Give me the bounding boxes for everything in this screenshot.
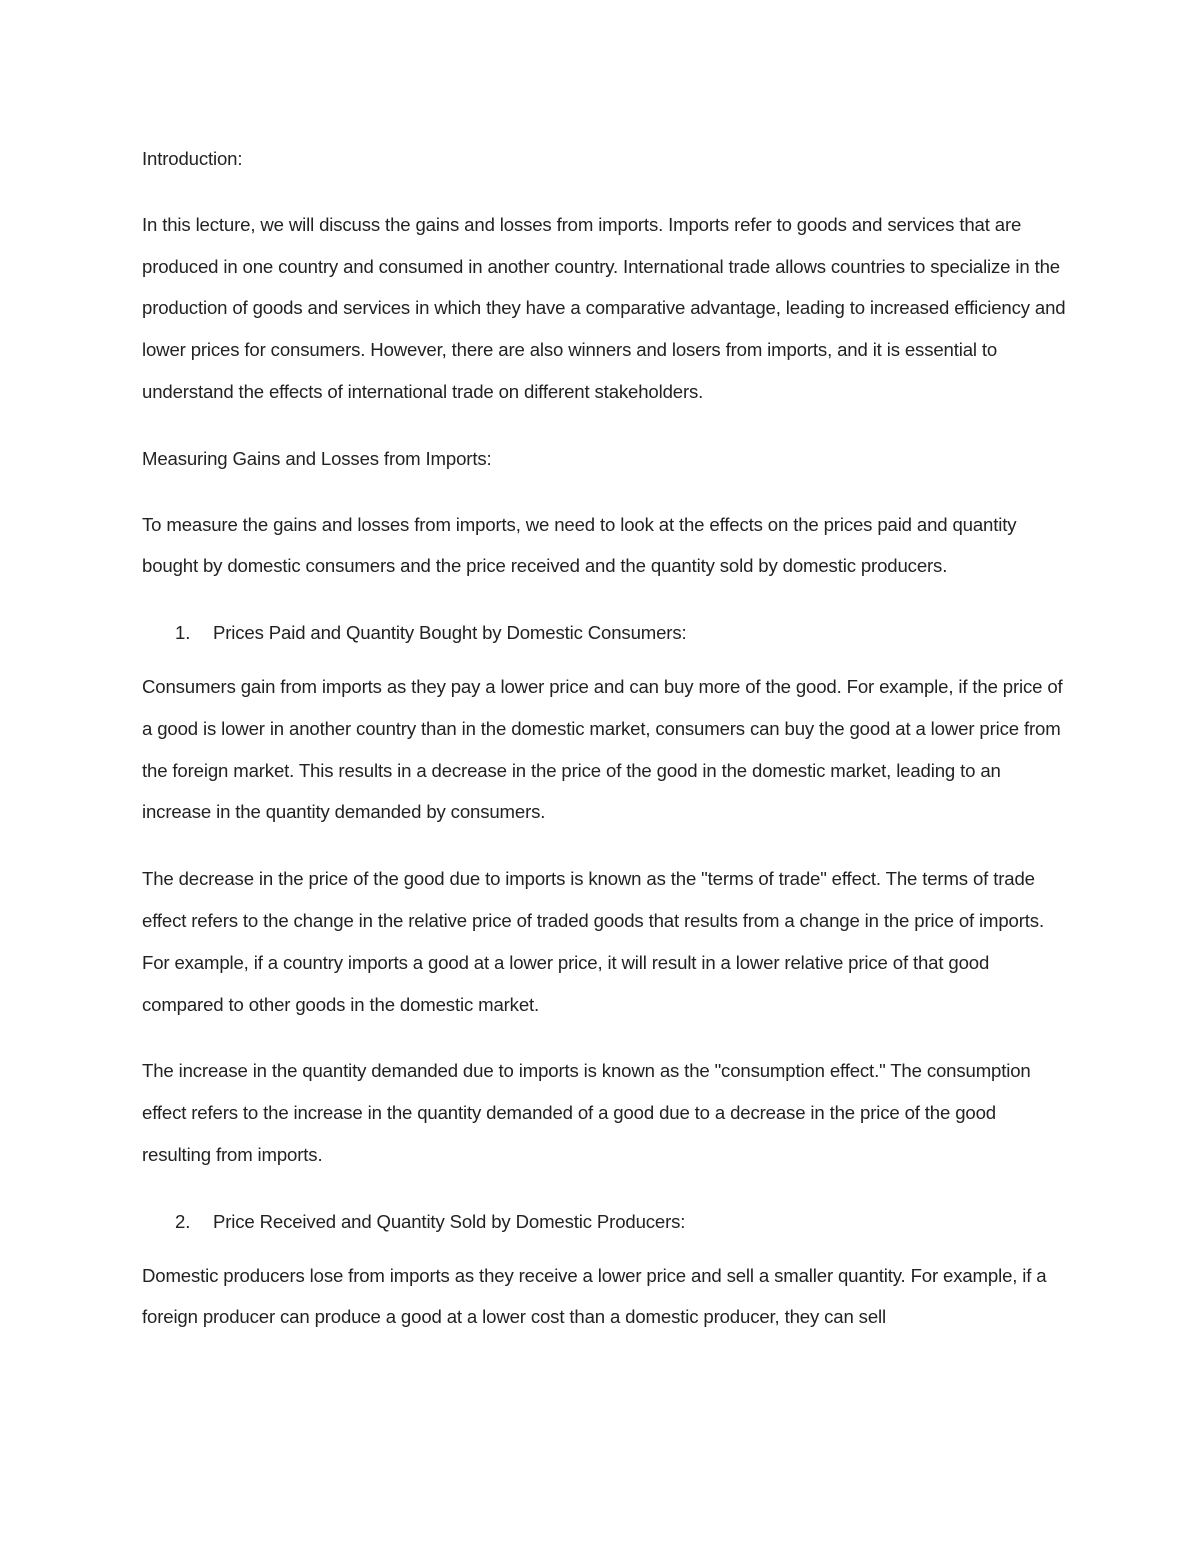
list-item-title: Price Received and Quantity Sold by Domestic Producers: bbox=[213, 1210, 686, 1232]
list-item-producers bbox=[142, 1201, 1067, 1243]
intro-paragraph: In this lecture, we will discuss the gains and losses from imports. Imports refer to goods and services that are produced in one country and consumed in another country. International trade allows countries to specialize in the production of goods and services in which they have a comparative advantage, leading to increased efficiency and lower prices for consumers. However, there are also winners and losers from imports, and it is essential to understand the effects of international trade on different stakeholders. bbox=[142, 213, 1066, 402]
consumers-paragraph-2: The decrease in the price of the good due to imports is known as the "terms of trade" effect. The terms of trade effect refers to the change in the relative price of traded goods that results from a change in the price of imports. For example, if a country imports a good at a lower price, it will result in a lower relative price of that good compared to other goods in the domestic market. bbox=[142, 868, 1044, 1015]
list-number: 2. bbox=[175, 1210, 191, 1232]
list-item-title: Prices Paid and Quantity Bought by Domestic Consumers: bbox=[213, 622, 687, 644]
measuring-heading: Measuring Gains and Losses from Imports: bbox=[142, 447, 492, 469]
measuring-paragraph: To measure the gains and losses from imports, we need to look at the effects on the prices paid and quantity bought by domestic consumers and the price received and the quantity sold by domestic producers. bbox=[142, 513, 1017, 577]
list-item-consumers bbox=[142, 612, 1067, 654]
producers-paragraph-1: Domestic producers lose from imports as they receive a lower price and sell a smaller quantity. For example, if a foreign producer can produce a good at a lower cost than a domestic producer, they can sell bbox=[142, 1264, 1047, 1328]
intro-heading: Introduction: bbox=[142, 148, 243, 169]
consumers-paragraph-3: The increase in the quantity demanded due to imports is known as the "consumption effect." The consumption effect refers to the increase in the quantity demanded of a good due to a decrease in the price of the good resulting from imports. bbox=[142, 1060, 1031, 1165]
list-number: 1. bbox=[175, 622, 191, 644]
consumers-paragraph-1: Consumers gain from imports as they pay a lower price and can buy more of the good. For example, if the price of a good is lower in another country than in the domestic market, consumers can buy the good at a lower price from the foreign market. This results in a decrease in the price of the good in the domestic market, leading to an increase in the quantity demanded by consumers. bbox=[142, 675, 1063, 823]
document-body bbox=[142, 138, 1067, 1338]
